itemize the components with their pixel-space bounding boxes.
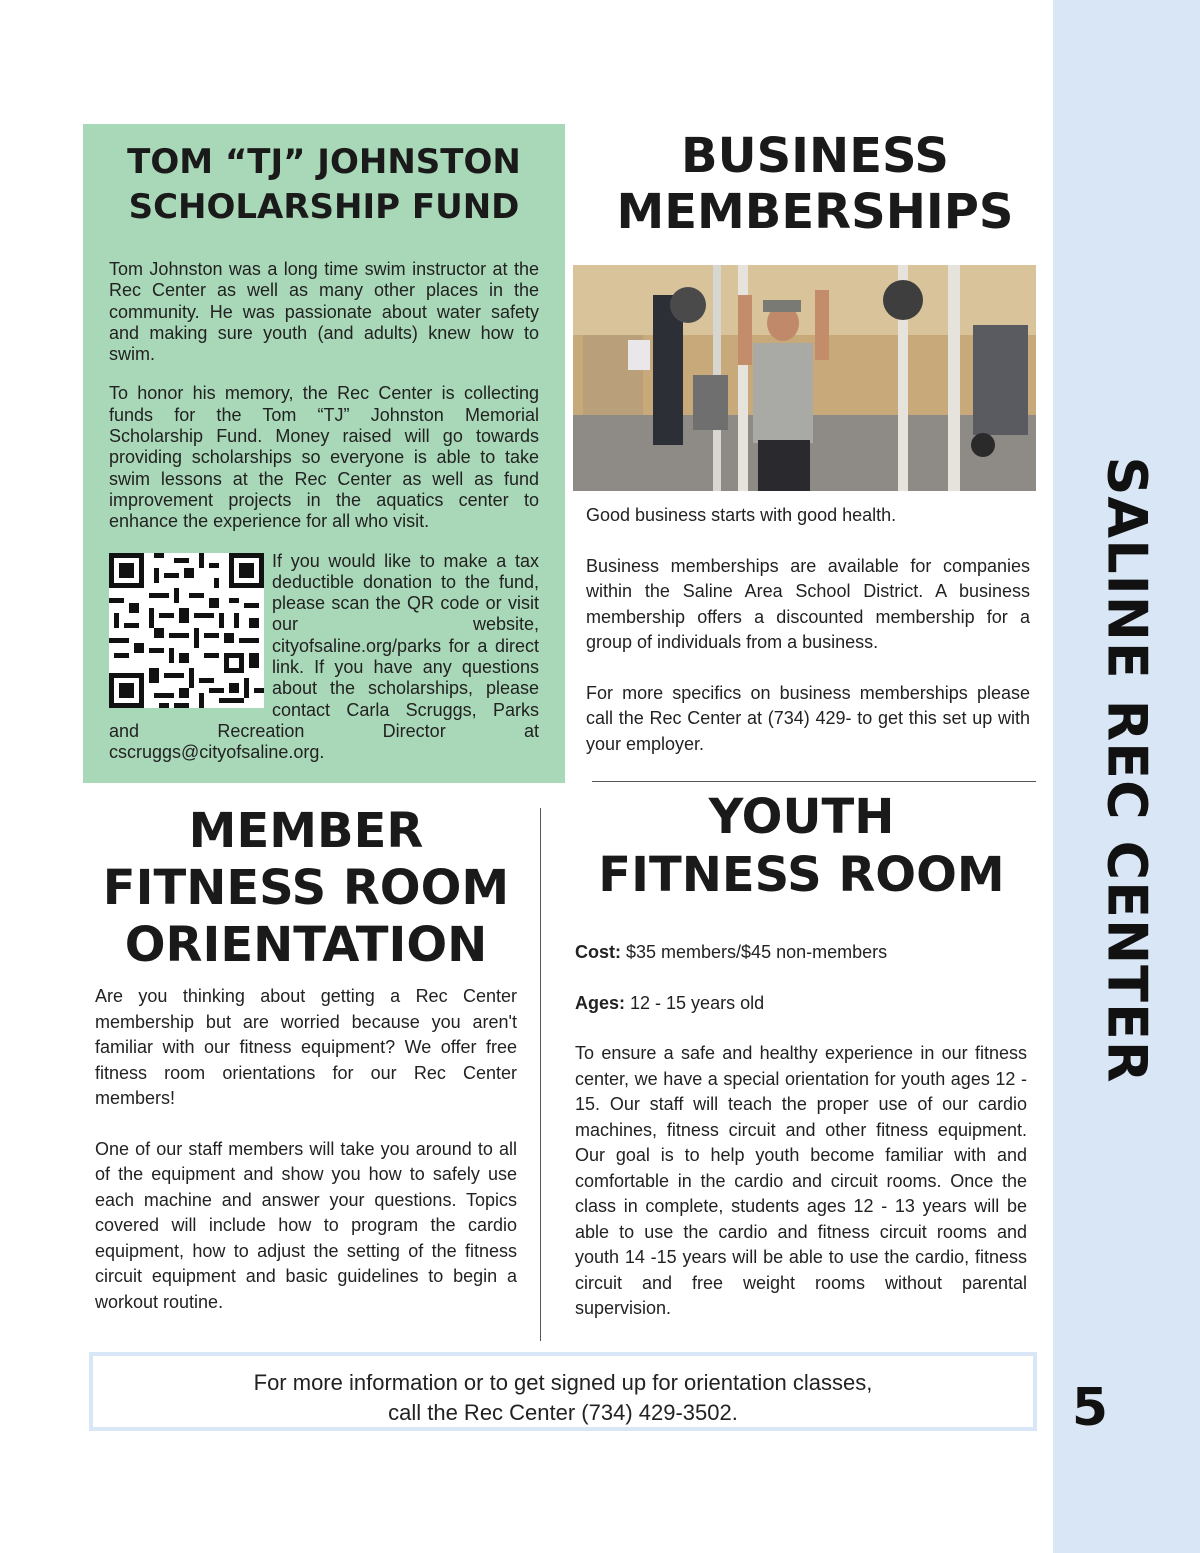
- youth-cost-value: $35 members/$45 non-members: [621, 942, 888, 962]
- page-number: 5: [1071, 1378, 1109, 1438]
- business-para2: For more specifics on business memberships please call the Rec Center at (734) 429- to get this set up with your employer.: [586, 682, 1030, 754]
- qr-code-icon[interactable]: [109, 553, 264, 708]
- youth-body: [575, 940, 1027, 1322]
- sidebar-title: SALINE REC CENTER: [1095, 456, 1159, 1084]
- youth-ages-value: 12 - 15 years old: [625, 992, 765, 1013]
- youth-title-line1: YOUTH: [708, 789, 895, 845]
- section-divider-vertical: [540, 808, 541, 1341]
- member-title-line3: ORIENTATION: [124, 917, 488, 973]
- scholarship-para1: Tom Johnston was a long time swim instructor at the Rec Center as well as many other places in the community. He was passionate about water safety and making sure youth (and adults) knew how to swim.: [109, 259, 539, 365]
- youth-ages: [575, 991, 1027, 1017]
- scholarship-title-line2: SCHOLARSHIP FUND: [128, 187, 520, 227]
- member-orientation-title: [95, 803, 517, 974]
- youth-title: [560, 788, 1043, 904]
- scholarship-para2: To honor his memory, the Rec Center is collecting funds for the Tom “TJ” Johnston Memorial Scholarship Fund. Money raised will go towards providing scholarships so everyone is able to take swim lessons at the Rec Center as well as fund improvement projects in the aquatics center to enhance the experience for all who visit.: [109, 383, 539, 532]
- section-divider-horizontal: [592, 781, 1036, 782]
- member-orientation-body: [95, 984, 517, 1315]
- scholarship-para3: If you would like to make a tax deductible donation to the fund, please scan the QR code or visit our website, cityofsaline.org/parks for a direct link. If you have any questions about the scholarships, please contact Carla Scruggs, Parks and Recreation Director at cscruggs@cityofsaline.org.: [109, 550, 539, 763]
- business-title: [575, 128, 1055, 240]
- footer-line1: For more information or to get signed up for orientation classes,: [253, 1370, 873, 1395]
- business-para1: Business memberships are available for companies within the Saline Area School District. A business membership offers a discounted membership for a group of individuals from a business.: [586, 555, 1030, 652]
- business-body: [586, 503, 1030, 757]
- footer-callout: [89, 1352, 1037, 1431]
- business-title-line1: BUSINESS: [681, 128, 949, 184]
- member-title-line1: MEMBER: [188, 803, 424, 859]
- member-para1: Are you thinking about getting a Rec Center membership but are worried because you aren't familiar with our fitness equipment? We offer free fitness room orientations for our Rec Center members!: [95, 986, 517, 1108]
- youth-para: To ensure a safe and healthy experience in our fitness center, we have a special orientation for youth ages 12 - 15. Our staff will teach the proper use of our cardio machines, fitness circuit and other fitness equipment. Our goal is to help youth become familiar with and comfortable in the cardio and circuit rooms. Once the class in complete, students ages 12 - 13 years will be able to use the cardio and fitness circuit rooms and youth 14 -15 years will be able to use the cardio, fitness circuit and free weight rooms without parental supervision.: [575, 1043, 1027, 1318]
- youth-cost: [575, 940, 1027, 966]
- member-para2: One of our staff members will take you around to all of the equipment and show you how to safely use each machine and answer your questions. Topics covered will include how to program the cardio equipment, how to adjust the setting of the fitness circuit equipment and basic guidelines to begin a workout routine.: [95, 1138, 517, 1312]
- youth-title-line2: FITNESS ROOM: [598, 847, 1005, 903]
- business-tagline: Good business starts with good health.: [586, 505, 897, 525]
- scholarship-title: [109, 140, 539, 230]
- member-title-line2: FITNESS ROOM: [102, 860, 510, 916]
- youth-cost-label: Cost:: [575, 942, 621, 962]
- youth-ages-label: Ages:: [575, 992, 626, 1013]
- business-title-line2: MEMBERSHIPS: [616, 184, 1014, 240]
- footer-line2: call the Rec Center (734) 429-3502.: [388, 1400, 738, 1425]
- gym-photo: [573, 265, 1036, 491]
- scholarship-title-line1: TOM “TJ” JOHNSTON: [127, 142, 521, 182]
- scholarship-section: [83, 124, 565, 783]
